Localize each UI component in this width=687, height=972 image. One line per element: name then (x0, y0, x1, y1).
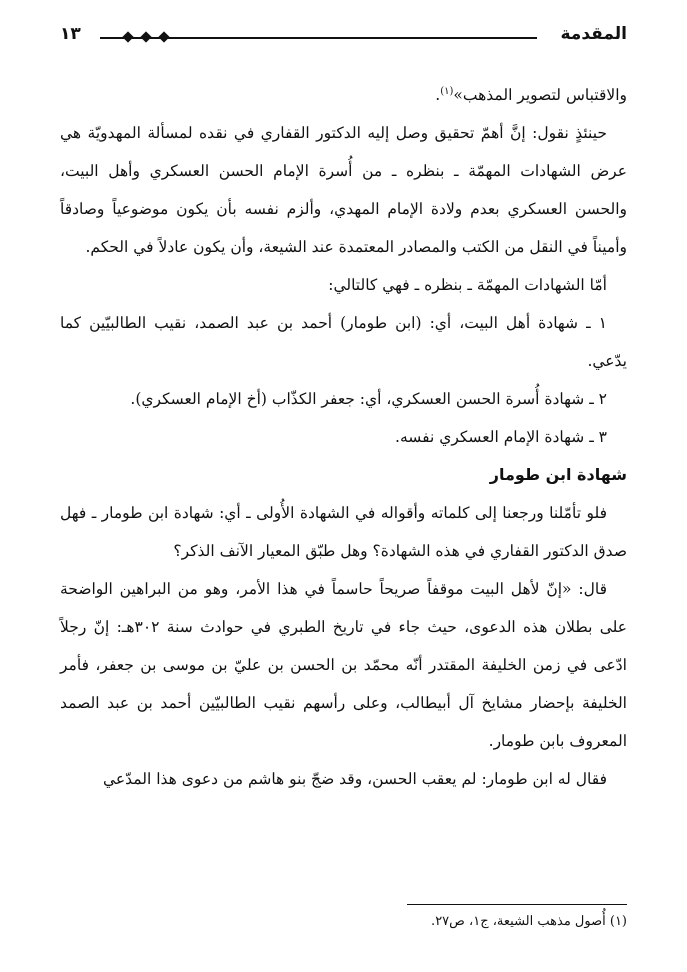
footnote: (١) أُصول مذهب الشيعة، ج١، ص٢٧. (431, 914, 627, 929)
list-item: ١ ـ شهادة أهل البيت، أي: (ابن طومار) أحمد بن عبد الصمد، نقيب الطالبيّين كما يدّعي. (60, 314, 627, 370)
paragraph: والاقتباس لتصوير المذهب»$^{(١)}$. (435, 85, 627, 104)
diamond-ornament-icon (122, 31, 133, 42)
diamond-ornament-icon (140, 31, 151, 42)
list-item: ٣ ـ شهادة الإمام العسكري نفسه. (395, 428, 607, 446)
chapter-title: المقدمة (560, 24, 627, 44)
paragraph: حينئذٍ نقول: إنَّ أهمّ تحقيق وصل إليه الدكتور القفاري في نقده لمسألة المهدويّة هي عرض الشهادات المهمّة ـ بنظره ـ من أُسرة الإمام الحسن العسكري وأهل البيت، والحسن العسكري بعدم ولادة الإمام المهدي، وألزم نفسه بأن يكون موضوعياً وصادقاً وأميناً في النقل من الكتب والمصادر المعتمدة عند الشيعة، وأن يكون عادلاً في الحكم. (60, 124, 627, 256)
page-number: ١٣ (60, 24, 81, 44)
paragraph: أمّا الشهادات المهمّة ـ بنظره ـ فهي كالتالي: (328, 276, 607, 294)
footnote-ref: (١) (440, 85, 454, 97)
paragraph: فقال له ابن طومار: لم يعقب الحسن، وقد ضجّ بنو هاشم من دعوى هذا المدّعي (103, 770, 607, 788)
section-heading: شهادة ابن طومار (489, 465, 627, 484)
paragraph: فلو تأمّلنا ورجعنا إلى كلماته وأقواله في الشهادة الأُولى ـ أي: شهادة ابن طومار ـ فهل صدق الدكتور القفاري في هذه الشهادة؟ وهل طبّق المعيار الآنف الذكر؟ (60, 504, 627, 560)
footnote-separator (407, 904, 627, 905)
diamond-ornament-icon (158, 31, 169, 42)
running-header (60, 22, 627, 48)
body-text (60, 76, 627, 798)
paragraph: قال: «إنّ لأهل البيت موقفاً صريحاً حاسماً في هذا الأمر، وهو من البراهين الواضحة على بطلان هذه الدعوى، حيث جاء في تاريخ الطبري في حوادث سنة ٣٠٢هـ: إنّ رجلاً ادّعى في زمن الخليفة المقتدر أنّه محمّد بن الحسن بن عليّ بن موسى بن جعفر، فأمر الخليفة بإحضار مشايخ آل أبيطالب، وعلى رأسهم نقيب الطالبيّين أحمد بن عبد الصمد المعروف بابن طومار. (60, 580, 628, 750)
list-item: ٢ ـ شهادة أُسرة الحسن العسكري، أي: جعفر الكذّاب (أخ الإمام العسكري). (130, 390, 607, 408)
